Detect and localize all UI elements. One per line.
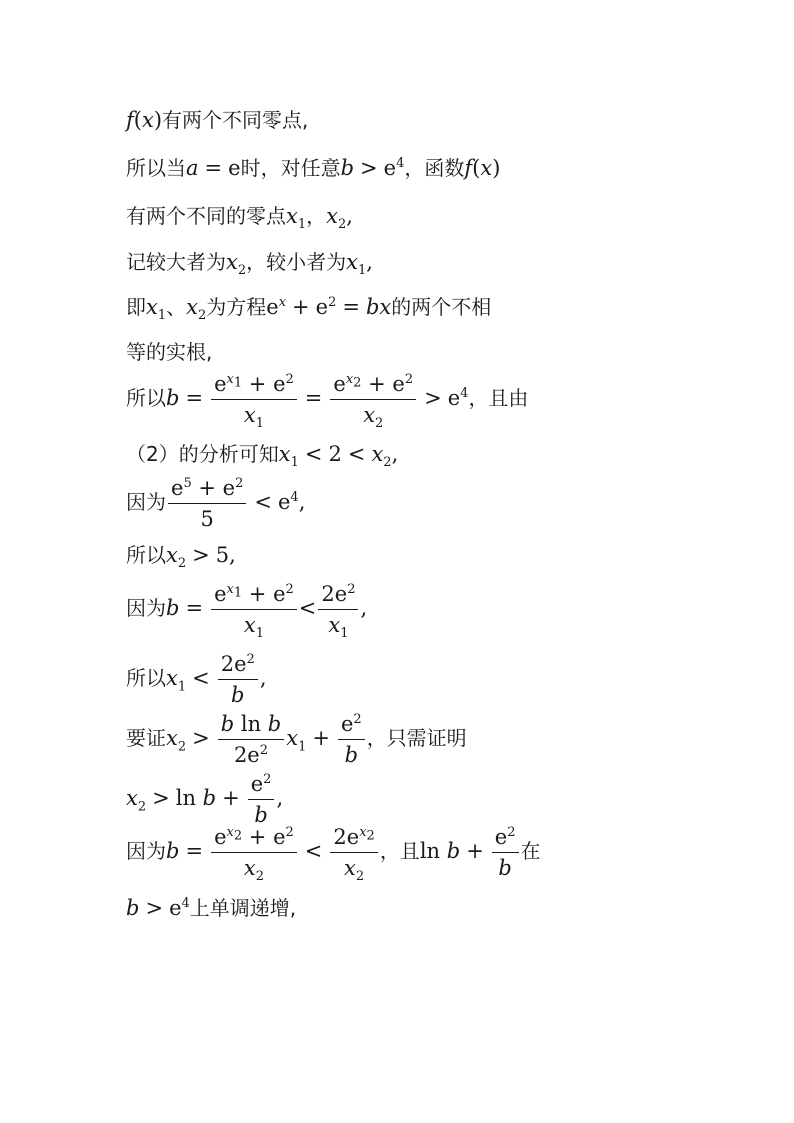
text-line-6: 等的实根, [126,340,213,364]
text-line-14: $x_2 > \ln b$ + $\frac{e^2}{b}$ , [126,772,284,828]
fraction: $\frac{e^2}{b}$ [248,772,275,827]
fraction: $\frac{e^{x_2} + e^2}{x_2}$ [330,372,416,427]
fraction: $\frac{2e^{x_2}}{x_2}$ [330,825,377,880]
text-line-10: 所以$x_2 > 5$, [126,543,236,572]
text-line-15: 因为b = $\frac{e^{x_2} + e^2}{x_2}$ < $\frac{2e^{x_2}}{x_2}$ ，且ln b + $\frac{e^2}{b}$ 在 [126,825,541,885]
fraction: $\frac{e^{x_1} + e^2}{x_1}$ [211,582,297,637]
fraction: $\frac{e^2}{b}$ [492,825,519,880]
text-line-13: 要证$x_2$ > $\frac{\text{b ln b}}{2e^2}$ $x_1$ + $\frac{e^2}{b}$ ，只需证明 [126,712,467,768]
fraction: $\frac{e^{x_2} + e^2}{x_2}$ [211,825,297,880]
fraction: $\frac{e^2}{b}$ [338,712,365,767]
text-line-1: f(x)有两个不同零点, [126,108,309,132]
text-line-16: $b > e^4$上单调递增, [126,896,297,920]
fraction: $\frac{2e^2}{b}$ [218,652,258,707]
text-line-12: 所以$x_1$ < $\frac{2e^2}{b}$ , [126,652,267,708]
text-line-4: 记较大者为$x_2$，较小者为$x_1$, [126,250,373,279]
text-line-7: 所以b = $\frac{e^{x_1} + e^2}{x_1}$ = $\frac{e^{x_2} + e^2}{x_2}$ > $e^4$，且由 [126,372,529,432]
text-line-11: 因为b = $\frac{e^{x_1} + e^2}{x_1}$ < $\frac{2e^2}{x_1}$ , [126,582,368,642]
fraction: $\frac{e^5 + e^2}{5}$ [168,476,246,531]
fraction: $\frac{2e^2}{x_1}$ [318,582,358,637]
text-line-3: 有两个不同的零点$x_1$，$x_2$, [126,204,353,233]
text-line-9: 因为 $\frac{e^5 + e^2}{5}$ < $e^4$, [126,476,306,532]
text-line-2: 所以当a = e时，对任意$b > e^4$，函数f(x) [126,156,501,180]
fraction: $\frac{e^{x_1} + e^2}{x_1}$ [211,372,297,427]
text-line-5: 即$x_1$、$x_2$为方程$e^x + e^2$ = bx的两个不相 [126,295,492,324]
fraction: $\frac{\text{b ln b}}{2e^2}$ [218,712,285,767]
text-line-8: （2）的分析可知$x_1 < 2 < x_2$, [126,442,399,471]
